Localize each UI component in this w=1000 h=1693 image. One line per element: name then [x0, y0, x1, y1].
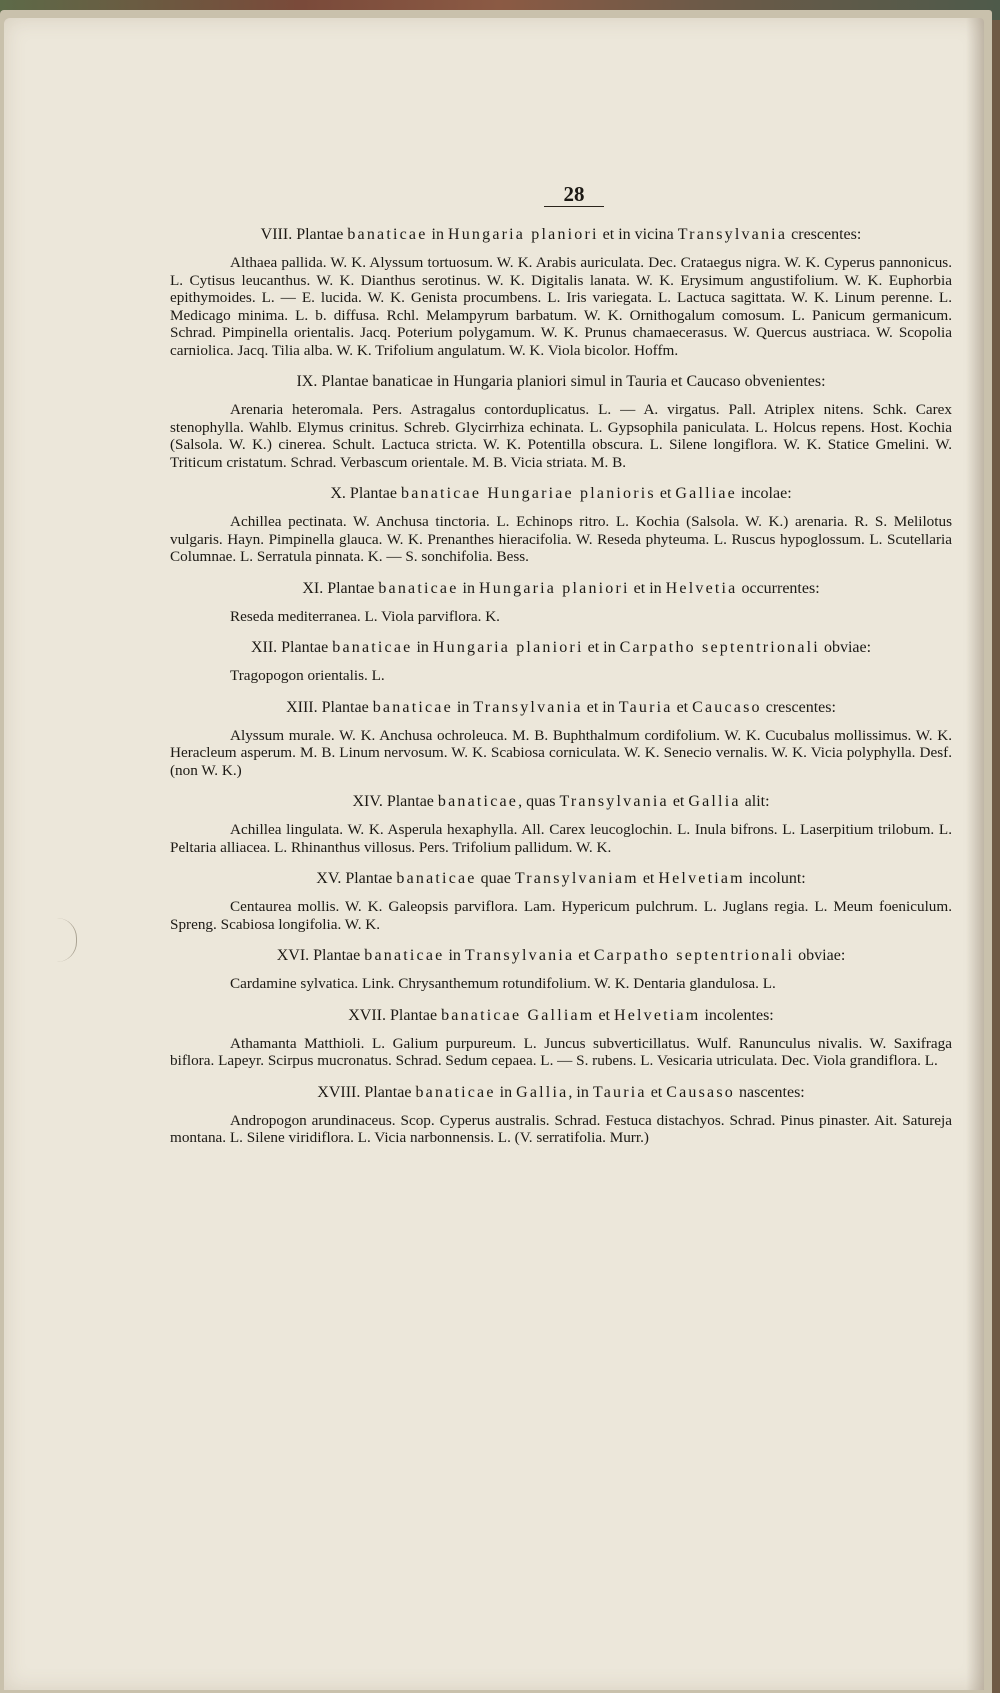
section	[170, 791, 952, 856]
section-body: Althaea pallida. W. K. Alyssum tortuosum. W. K. Arabis auriculata. Dec. Crataegus nigra. W. K. Cyperus pannonicus. L. Cytisus leucanthus. W. K. Dianthus serotinus. W. K. Digitalis lanata. W. K. Erysimum angustifolium. W. K. Euphorbia epithymoides. L. — E. lucida. W. K. Genista procumbens. L. Iris variegata. L. Lactuca sagittata. W. K. Linum perenne. L. Medicago minima. L. b. diffusa. Rchl. Melampyrum barbatum. W. K. Ornithogalum comosum. L. Panicum germanicum. Schrad. Pimpinella orientalis. Jacq. Poterium polygamum. W. K. Prunus chamaecerasus. W. Quercus austriaca. W. Scopolia carniolica. Jacq. Tilia alba. W. K. Trifolium angulatum. W. K. Viola bicolor. Hoffm.	[170, 254, 952, 359]
heading-part: et	[655, 485, 676, 502]
heading-part: Hungaria planiori	[447, 226, 599, 243]
section-heading	[170, 1082, 952, 1104]
heading-part: Galliae	[675, 485, 737, 502]
section	[170, 224, 952, 359]
heading-part: Carpatho septentrionali	[619, 639, 820, 656]
heading-part: et	[672, 698, 693, 716]
heading-part: banaticae	[347, 226, 428, 243]
heading-part: et	[574, 947, 594, 964]
heading-part: et	[638, 870, 659, 887]
heading-part: et	[594, 1006, 614, 1024]
heading-part: Gallia	[516, 1083, 569, 1101]
section	[170, 945, 952, 993]
heading-part: nascentes:	[734, 1083, 805, 1101]
section-body: Athamanta Matthioli. L. Galium purpureum. L. Juncus subverticillatus. Wulf. Ranunculus nivalis. W. Saxifraga biflora. Lapeyr. Scirpus mucronatus. Schrad. Sedum cepaea. L. — S. rubens. L. Vesicaria utriculata. Dec. Viola grandiflora. L.	[170, 1034, 952, 1069]
page-number: 28	[544, 182, 604, 207]
heading-part: banaticae	[378, 579, 459, 597]
page-gutter-shadow	[966, 18, 984, 1690]
section	[170, 868, 952, 933]
section-body: Andropogon arundinaceus. Scop. Cyperus australis. Schrad. Festuca distachyos. Schrad. Pinus pinaster. Ait. Satureja montana. L. Silene viridiflora. L. Vicia narbonnensis. L. (V. serratifolia. Murr.)	[170, 1111, 952, 1146]
heading-part: banaticae	[396, 870, 477, 887]
heading-part: banaticae	[364, 947, 445, 964]
heading-part: IX. Plantae banaticae in Hungaria planiori simul in Tauria et Caucaso obvenientes:	[296, 373, 826, 390]
section-heading	[170, 224, 952, 246]
section	[170, 697, 952, 780]
heading-part: XVIII. Plantae	[317, 1083, 416, 1101]
heading-part: Transylvaniam	[514, 870, 639, 887]
heading-part: et in vicina	[598, 226, 678, 243]
heading-part: banaticae Hungariae planioris	[401, 485, 656, 502]
heading-part: quae	[476, 870, 515, 887]
heading-part: banaticae	[437, 793, 519, 810]
heading-part: banaticae	[372, 698, 453, 716]
heading-part: Tauria	[592, 1083, 647, 1101]
heading-part: XIII. Plantae	[286, 698, 373, 716]
heading-part: Helvetiam	[658, 870, 745, 887]
heading-part: in	[444, 947, 465, 964]
heading-part: obviae:	[794, 947, 846, 964]
heading-part: banaticae	[415, 1083, 496, 1101]
heading-part: Carpatho septentrionali	[593, 947, 795, 964]
heading-part: Causaso	[666, 1083, 735, 1101]
section-heading	[170, 578, 952, 600]
section-heading	[170, 791, 952, 813]
heading-part: VIII. Plantae	[260, 226, 348, 243]
heading-part: et in	[582, 698, 619, 716]
heading-part: incolentes:	[700, 1006, 774, 1024]
section	[170, 483, 952, 566]
heading-part: crescentes:	[787, 226, 862, 243]
section-body: Centaurea mollis. W. K. Galeopsis parviflora. Lam. Hypericum pulchrum. L. Juglans regia. L. Meum foeniculum. Spreng. Scabiosa longifolia. W. K.	[170, 898, 952, 933]
heading-part: Caucaso	[692, 698, 762, 716]
margin-mark	[56, 918, 77, 962]
heading-part: in	[495, 1083, 517, 1101]
section	[170, 1082, 952, 1147]
heading-part: et	[646, 1083, 667, 1101]
section-body: Cardamine sylvatica. Link. Chrysanthemum rotundifolium. W. K. Dentaria glandulosa. L.	[230, 975, 776, 992]
heading-part: incolunt:	[744, 870, 806, 887]
heading-part: crescentes:	[761, 698, 836, 716]
heading-part: incolae:	[737, 485, 792, 502]
heading-part: Helvetia	[665, 579, 738, 597]
heading-part: et in	[629, 579, 666, 597]
heading-part: Helvetiam	[613, 1006, 701, 1024]
section-body: Alyssum murale. W. K. Anchusa ochroleuca. M. B. Buphthalmum cordifolium. W. K. Cucubalus mollissimus. W. K. Heracleum asperum. M. B. Linum nervosum. W. K. Scabiosa corniculata. W. K. Senecio vernalis. W. K. Vicia polyphylla. Desf. (non W. K.)	[170, 726, 952, 779]
heading-part: in	[427, 226, 448, 243]
heading-part: Tauria	[618, 698, 673, 716]
heading-part: XI. Plantae	[302, 579, 379, 597]
heading-part: XII. Plantae	[250, 639, 333, 656]
heading-part: XV. Plantae	[316, 870, 397, 887]
heading-part: Transylvania	[464, 947, 575, 964]
heading-part: in	[412, 639, 433, 656]
section-heading	[170, 945, 952, 967]
heading-part: , in	[568, 1083, 593, 1101]
heading-part: Hungaria planiori	[478, 579, 630, 597]
heading-part: , quas	[518, 793, 560, 810]
heading-part: et	[668, 793, 689, 810]
heading-part: Gallia	[688, 793, 741, 810]
heading-part: XVI. Plantae	[276, 947, 365, 964]
book-page	[4, 18, 984, 1690]
heading-part: banaticae Galliam	[441, 1006, 595, 1024]
section-heading	[170, 697, 952, 719]
section-heading	[170, 483, 952, 505]
section-heading	[170, 868, 952, 890]
heading-part: Transylvania	[677, 226, 788, 243]
heading-part: banaticae	[332, 639, 413, 656]
heading-part: in	[452, 698, 474, 716]
heading-part: XIV. Plantae	[352, 793, 438, 810]
section	[170, 637, 952, 685]
section-heading	[170, 1005, 952, 1027]
heading-part: in	[458, 579, 479, 597]
heading-part: Transylvania	[559, 793, 669, 810]
heading-part: occurrentes:	[737, 579, 820, 597]
section	[170, 578, 952, 626]
heading-part: XVII. Plantae	[348, 1006, 442, 1024]
section	[170, 1005, 952, 1070]
heading-part: alit:	[740, 793, 770, 810]
section-body: Arenaria heteromala. Pers. Astragalus contorduplicatus. L. — A. virgatus. Pall. Atriplex nitens. Schk. Carex stenophylla. Wahlb. Elymus crinitus. Schreb. Glycirrhiza echinata. L. Gypsophila paniculata. L. Holcus repens. Host. Kochia (Salsola. W. K.) cinerea. Schult. Lactuca stricta. W. K. Potentilla obscura. L. Silene longiflora. W. K. Statice Gmelini. W. Triticum cristatum. Schrad. Verbascum orientale. M. B. Vicia striata. M. B.	[170, 401, 952, 471]
section-body: Achillea pectinata. W. Anchusa tinctoria. L. Echinops ritro. L. Kochia (Salsola. W. K.) arenaria. R. S. Melilotus vulgaris. Hayn. Pimpinella glauca. W. K. Prenanthes hieracifolia. W. Reseda phyteuma. L. Ruscus hypoglossum. L. Scutellaria Columnae. L. Serratula pinnata. K. — S. sonchifolia. Bess.	[170, 513, 952, 565]
section-body: Achillea lingulata. W. K. Asperula hexaphylla. All. Carex leucoglochin. L. Inula bifrons. L. Laserpitium trilobum. L. Peltaria alliacea. L. Rhinanthus villosus. Pers. Trifolium pallidum. W. K.	[170, 821, 952, 856]
heading-part: obviae:	[819, 639, 872, 656]
page-content	[170, 224, 952, 1159]
heading-part: X. Plantae	[330, 485, 402, 502]
section	[170, 371, 952, 471]
heading-part: Transylvania	[473, 698, 583, 716]
heading-part: et in	[583, 639, 620, 656]
section-body: Tragopogon orientalis. L.	[230, 667, 385, 684]
section-heading	[170, 637, 952, 659]
section-body: Reseda mediterranea. L. Viola parviflora. K.	[230, 607, 500, 625]
heading-part: Hungaria planiori	[432, 639, 584, 656]
section-heading	[170, 371, 952, 393]
